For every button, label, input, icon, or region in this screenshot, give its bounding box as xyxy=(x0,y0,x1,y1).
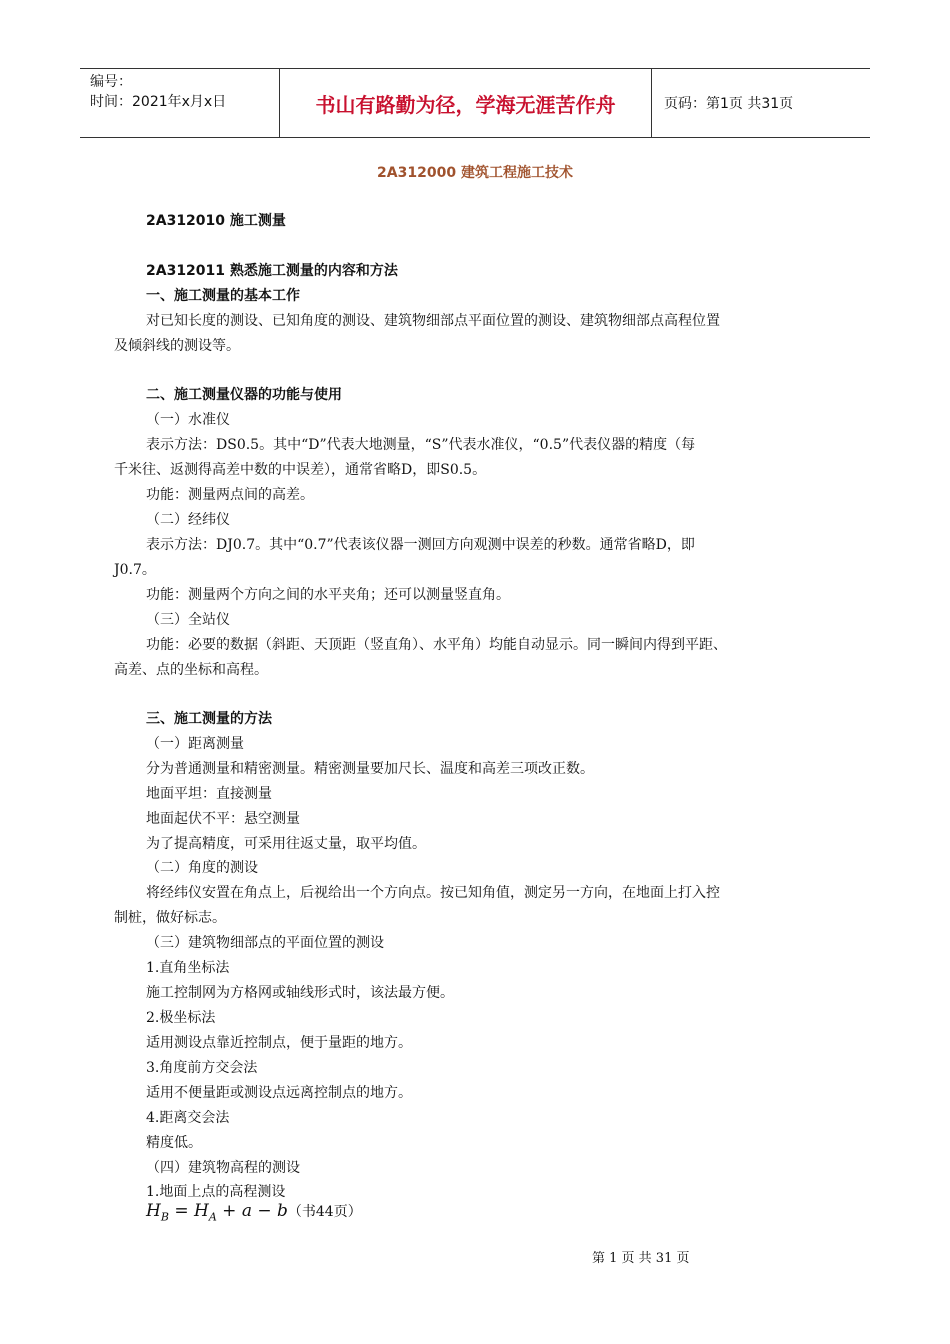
subsection-heading: 2A312011 熟悉施工测量的内容和方法 xyxy=(146,263,398,279)
page-info: 页码：第1页 共31页 xyxy=(664,96,794,112)
paragraph-line: J0.7。 xyxy=(114,562,156,578)
header-table xyxy=(80,68,870,138)
paragraph-line: 功能：必要的数据（斜距、天顶距（竖直角）、水平角）均能自动显示。同一瞬间内得到平距、 xyxy=(146,637,727,653)
paragraph-line: 表示方法：DS0.5。其中“D”代表大地测量，“S”代表水准仪，“0.5”代表仪器的精度（每 xyxy=(146,437,696,453)
paragraph-line: 施工控制网为方格网或轴线形式时，该法最方便。 xyxy=(146,985,454,1001)
section-heading: 2A312010 施工测量 xyxy=(146,213,286,229)
elevation-formula: $H_B = H_A + a - b$（书44页） xyxy=(146,1201,362,1224)
motto: 书山有路勤为径，学海无涯苦作舟 xyxy=(280,69,652,137)
paragraph-line: 分为普通测量和精密测量。精密测量要加尺长、温度和高差三项改正数。 xyxy=(146,761,594,777)
paragraph-line: 地面起伏不平：悬空测量 xyxy=(146,811,300,827)
header-meta-cell xyxy=(80,69,280,137)
item-heading: （三）全站仪 xyxy=(146,612,230,628)
item-heading: （一）水准仪 xyxy=(146,412,230,428)
item-heading: （一）距离测量 xyxy=(146,736,244,752)
item-heading: （二）经纬仪 xyxy=(146,512,230,528)
paragraph-line: 适用测设点靠近控制点，便于量距的地方。 xyxy=(146,1035,412,1051)
item-heading: （三）建筑物细部点的平面位置的测设 xyxy=(146,935,384,951)
paragraph-line: 功能：测量两点间的高差。 xyxy=(146,487,314,503)
paragraph-line: 将经纬仪安置在角点上，后视给出一个方向点。按已知角值，测定另一方向，在地面上打入控 xyxy=(146,885,720,901)
paragraph-line: 千米往、返测得高差中数的中误差），通常省略D，即S0.5。 xyxy=(114,462,487,478)
document-title: 2A312000 建筑工程施工技术 xyxy=(377,165,573,181)
method-title: 1.直角坐标法 xyxy=(146,960,230,976)
item-heading: （四）建筑物高程的测设 xyxy=(146,1160,300,1176)
method-title: 4.距离交会法 xyxy=(146,1110,230,1126)
paragraph-line: 对已知长度的测设、已知角度的测设、建筑物细部点平面位置的测设、建筑物细部点高程位置 xyxy=(146,313,720,329)
number-label: 编号： xyxy=(90,74,132,90)
paragraph-line: 适用不便量距或测设点远离控制点的地方。 xyxy=(146,1085,412,1101)
paragraph-line: 地面平坦：直接测量 xyxy=(146,786,272,802)
time-label: 时间：2021年x月x日 xyxy=(90,94,227,110)
paragraph-line: 表示方法：DJ0.7。其中“0.7”代表该仪器一测回方向观测中误差的秒数。通常省略D，即 xyxy=(146,537,695,553)
paragraph-line: 功能：测量两个方向之间的水平夹角；还可以测量竖直角。 xyxy=(146,587,510,603)
method-title: 1.地面上点的高程测设 xyxy=(146,1184,286,1200)
page-footer: 第 1 页 共 31 页 xyxy=(592,1251,690,1266)
method-title: 2.极坐标法 xyxy=(146,1010,216,1026)
heading-3: 三、施工测量的方法 xyxy=(146,711,272,727)
heading-2: 二、施工测量仪器的功能与使用 xyxy=(146,387,342,403)
paragraph-line: 制桩，做好标志。 xyxy=(114,910,226,926)
paragraph-line: 及倾斜线的测设等。 xyxy=(114,338,240,354)
heading-1: 一、施工测量的基本工作 xyxy=(146,288,300,304)
paragraph-line: 高差、点的坐标和高程。 xyxy=(114,662,268,678)
paragraph-line: 精度低。 xyxy=(146,1135,202,1151)
formula-note: （书44页） xyxy=(287,1204,362,1220)
item-heading: （二）角度的测设 xyxy=(146,860,258,876)
paragraph-line: 为了提高精度，可采用往返丈量，取平均值。 xyxy=(146,836,426,852)
method-title: 3.角度前方交会法 xyxy=(146,1060,258,1076)
